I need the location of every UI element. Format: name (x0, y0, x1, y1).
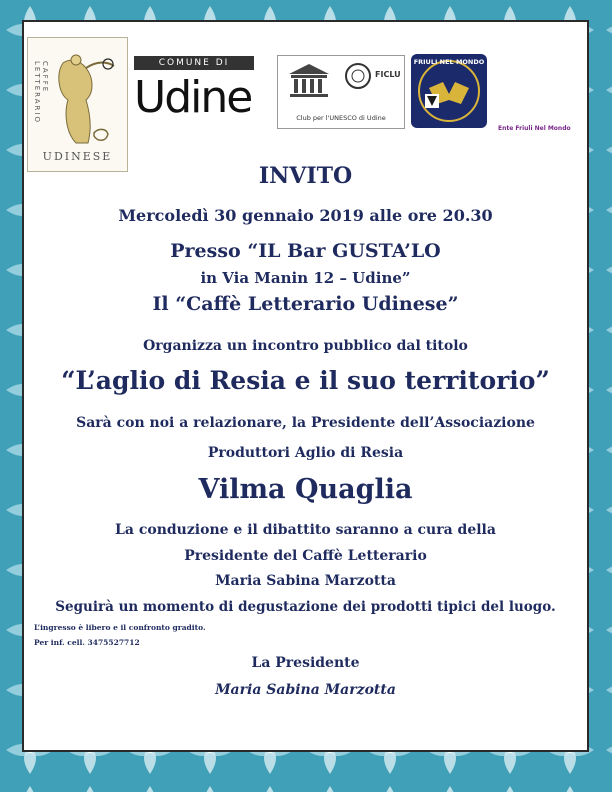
comune-di-udine-logo (134, 56, 268, 128)
caffe-logo-side-text: CAFFE LETTERARIO (33, 61, 49, 124)
venue-line: Presso “IL Bar GUSTA’LO (170, 240, 441, 262)
moderation-line-3: Maria Sabina Marzotta (215, 573, 396, 589)
date-line: Mercoledì 30 gennaio 2019 alle ore 20.30 (118, 206, 493, 225)
host-line: Il “Caffè Letterario Udinese” (152, 293, 459, 315)
unesco-caption: Club per l'UNESCO di Udine (296, 114, 386, 122)
caffe-letterario-logo (27, 37, 128, 172)
invitation-card (22, 20, 589, 752)
ente-friuli-caption: Ente Friuli Nel Mondo (498, 125, 571, 132)
moderation-line-2: Presidente del Caffè Letterario (184, 548, 427, 564)
ficlu-label: FICLU (375, 70, 401, 79)
signature-name: Maria Sabina Marzotta (215, 682, 396, 698)
address-line: in Via Manin 12 – Udine” (200, 269, 411, 287)
friuli-badge-text: FRIULI NEL MONDO (413, 58, 485, 66)
event-title: “L’aglio di Resia e il suo territorio” (61, 366, 550, 395)
comune-logo-top-text: COMUNE DI (134, 56, 254, 70)
organizes-line: Organizza un incontro pubblico dal titolo (143, 338, 468, 354)
friuli-nel-mondo-logo (411, 54, 487, 128)
caffe-logo-city: UDINESE (42, 150, 113, 163)
signature-role: La Presidente (251, 655, 360, 671)
ficlu-circle-icon (344, 62, 372, 90)
entry-note: L’ingresso è libero e il confronto gradito. (34, 623, 206, 632)
invite-title: INVITO (258, 163, 353, 189)
unesco-ficlu-logo (277, 55, 405, 129)
tasting-line: Seguirà un momento di degustazione dei prodotti tipici del luogo. (55, 599, 556, 615)
speaker-intro-1: Sarà con noi a relazionare, la Presidente dell’Associazione (76, 415, 535, 431)
speaker-name: Vilma Quaglia (198, 474, 413, 505)
info-phone-note: Per inf. cell. 3475527712 (34, 638, 140, 647)
moderation-line-1: La conduzione e il dibattito saranno a cura della (115, 522, 496, 538)
speaker-intro-2: Produttori Aglio di Resia (207, 445, 404, 461)
unesco-temple-icon (284, 62, 334, 102)
comune-logo-name: Udine (134, 72, 252, 123)
